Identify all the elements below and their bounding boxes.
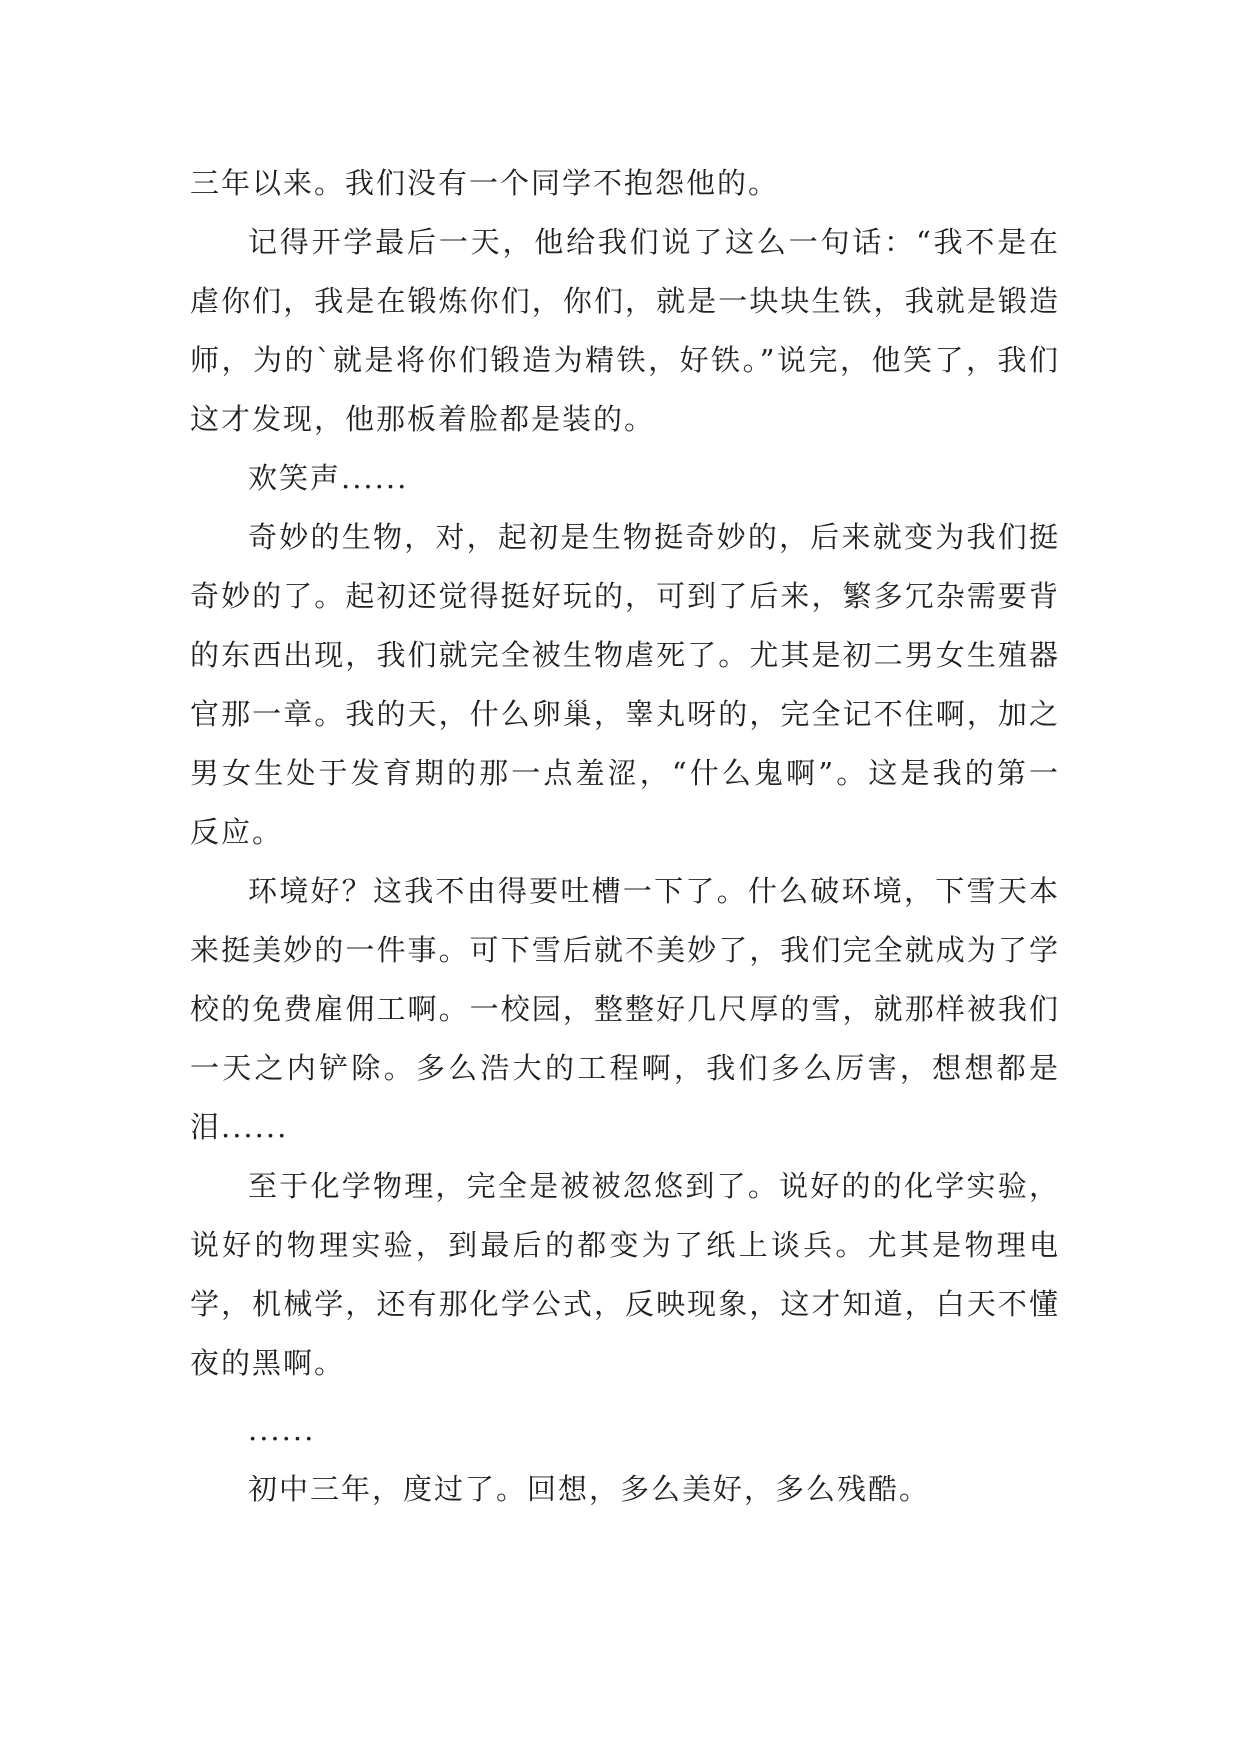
paragraph-4: 奇妙的生物，对，起初是生物挺奇妙的，后来就变为我们挺奇妙的了。起初还觉得挺好玩的，可到了后来，繁多冗杂需要背的东西出现，我们就完全被生物虐死了。尤其是初二男女生殖器官那一章。我的天，什么卵巢，睾丸呀的，完全记不住啊，加之男女生处于发育期的那一点羞涩，“什么鬼啊”。这是我的第一反应。 [190, 520, 1060, 849]
paragraph-5: 环境好？这我不由得要吐槽一下了。什么破环境，下雪天本来挺美妙的一件事。可下雪后就不美妙了，我们完全就成为了学校的免费雇佣工啊。一校园，整整好几尺厚的雪，就那样被我们一天之内铲除。多么浩大的工程啊，我们多么厉害，想想都是泪...... [190, 874, 1060, 1144]
paragraph-7-ellipsis: ...... [248, 1413, 316, 1447]
paragraph-8: 初中三年，度过了。回想，多么美好，多么残酷。 [248, 1472, 931, 1506]
document-body [190, 154, 1060, 1519]
paragraph-6: 至于化学物理，完全是被被忽悠到了。说好的的化学实验，说好的物理实验，到最后的都变为了纸上谈兵。尤其是物理电学，机械学，还有那化学公式，反映现象，这才知道，白天不懂夜的黑啊。 [190, 1169, 1060, 1380]
paragraph-1: 三年以来。我们没有一个同学不抱怨他的。 [190, 166, 780, 200]
paragraph-2: 记得开学最后一天，他给我们说了这么一句话：“我不是在虐你们，我是在锻炼你们，你们，就是一块块生铁，我就是锻造师，为的`就是将你们锻造为精铁，好铁。”说完，他笑了，我们这才发现，他那板着脸都是装的。 [190, 225, 1060, 436]
paragraph-3: 欢笑声...... [248, 461, 409, 495]
